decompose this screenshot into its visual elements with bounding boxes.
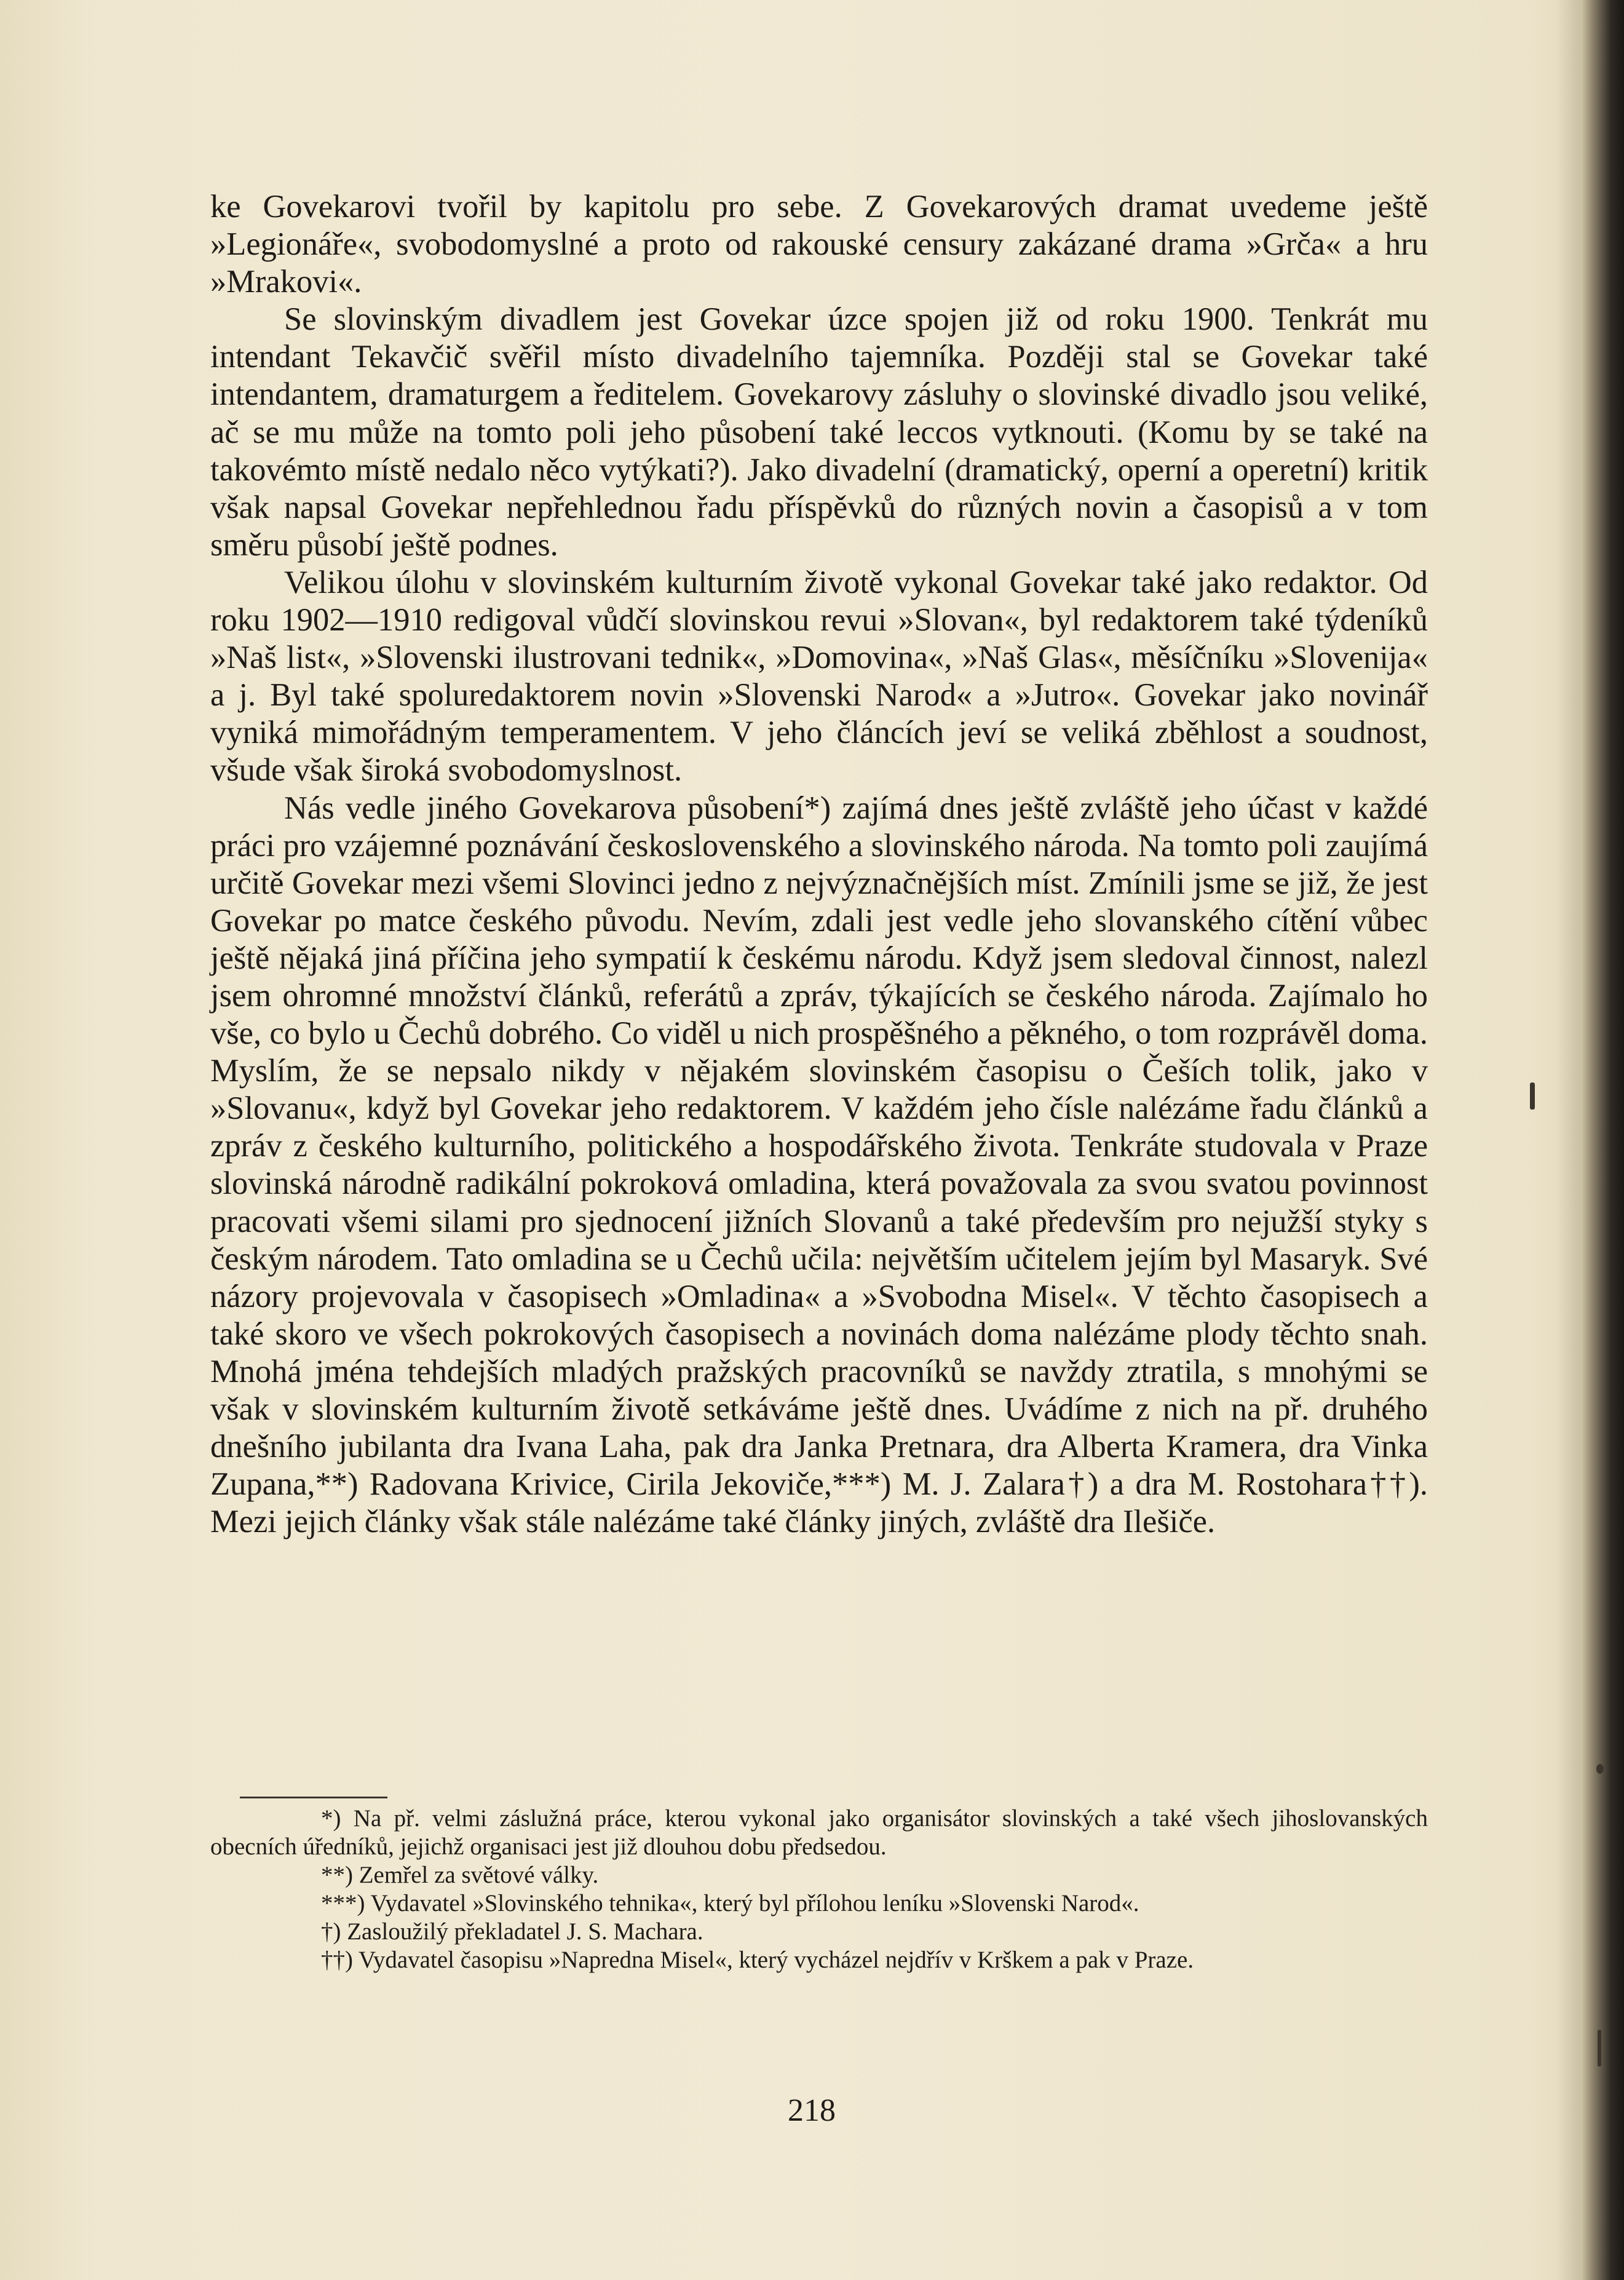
paragraph: ke Govekarovi tvořil by kapitolu pro sebe. Z Govekarových dramat uvedeme ještě »Legionáře«, svobodomyslné a proto od rakouské censury zakázané drama »Grča« a hru »Mrakovi«. [210, 189, 1428, 300]
book-spine [1581, 0, 1624, 2280]
main-text [210, 188, 1428, 1541]
footnotes [210, 1805, 1428, 1974]
margin-speck [1596, 1764, 1604, 1774]
footnote: ***) Vydavatel »Slovinského tehnika«, který byl přílohou leníku »Slovenski Narod«. [321, 1890, 1139, 1917]
paragraph: Velikou úlohu v slovinském kulturním životě vykonal Govekar také jako redaktor. Od roku 1902—1910 redigoval vůdčí slovinskou revui »Slovan«, byl redaktorem také týdeníků »Naš list«, »Slovenski ilustrovani tednik«, »Domovina«, »Naš Glas«, měsíčníku »Slovenija« a j. Byl také spoluredaktorem novin »Slovenski Narod« a »Jutro«. Govekar jako novinář vyniká mimořádným temperamentem. V jeho článcích jeví se veliká zběhlost a soudnost, všude však široká svobodomyslnost. [210, 564, 1428, 788]
footnote: ††) Vydavatel časopisu »Napredna Misel«, který vycházel nejdřív v Krškem a pak v Praze. [321, 1947, 1194, 1973]
paragraph: Nás vedle jiného Govekarova působení*) zajímá dnes ještě zvláště jeho účast v každé práci pro vzájemné poznávání československého a slovinského národa. Na tomto poli zaujímá určitě Govekar mezi všemi Slovinci jedno z nejvýznačnějších míst. Zmínili jsme se již, že jest Govekar po matce českého původu. Nevím, zdali jest vedle jeho slovanského cítění vůbec ještě nějaká jiná příčina jeho sympatií k českému národu. Když jsem sledoval činnost, nalezl jsem ohromné množství článků, referátů a zpráv, týkajících se českého národa. Zajímalo ho vše, co bylo u Čechů dobrého. Co viděl u nich prospěšného a pěkného, o tom rozprávěl doma. Myslím, že se nepsalo nikdy v nějakém slovinském časopisu o Češích tolik, jako v »Slovanu«, když byl Govekar jeho redaktorem. V každém jeho čísle nalézáme řadu článků a zpráv z českého kulturního, politického a hospodářského života. Tenkráte studovala v Praze slovinská národně radikální pokroková omladina, která považovala za svou svatou povinnost pracovati všemi silami pro sjednocení jižních Slovanů a také především pro nejužší styky s českým národem. Tato omladina se u Čechů učila: největším učitelem jejím byl Masaryk. Své názory projevovala v časopisech »Omladina« a »Svobodna Misel«. V těchto časopisech a také skoro ve všech pokrokových časopisech a novinách doma nalézáme plody těchto snah. Mnohá jména tehdejších mladých pražských pracovníků se navždy ztratila, s mnohými se však v slovinském kulturním životě setkáváme ještě dnes. Uvádíme z nich na př. druhého dnešního jubilanta dra Ivana Laha, pak dra Janka Pretnara, dra Alberta Kramera, dra Vinka Zupana,**) Radovana Krivice, Cirila Jekoviče,***) M. J. Zalara†) a dra M. Rostohara††). Mezi jejich články však stále nalézáme také články jiných, zvláště dra Ilešiče. [210, 790, 1428, 1540]
page-edge-shadow [1556, 0, 1581, 2280]
footnote: **) Zemřel za světové války. [321, 1862, 599, 1888]
footnote: †) Zasloužilý překladatel J. S. Machara. [321, 1918, 703, 1945]
page-number: 218 [788, 2093, 836, 2128]
footnote-divider [240, 1797, 387, 1798]
footnote: *) Na př. velmi záslužná práce, kterou vykonal jako organisátor slovinských a také všech jihoslovanských obecních úředníků, jejichž organisaci jest již dlouhou dobu předsedou. [210, 1805, 1428, 1860]
margin-speck [1598, 2030, 1601, 2067]
margin-speck [1530, 1082, 1535, 1110]
paragraph: Se slovinským divadlem jest Govekar úzce spojen již od roku 1900. Tenkrát mu intendant Tekavčič svěřil místo divadelního tajemníka. Později stal se Govekar také intendantem, dramaturgem a ředitelem. Govekarovy zásluhy o slovinské divadlo jsou veliké, ač se mu může na tomto poli jeho působení také leccos vytknouti. (Komu by se také na takovémto místě nedalo něco vytýkati?). Jako divadelní (dramatický, operní a operetní) kritik však napsal Govekar nepřehlednou řadu příspěvků do různých novin a časopisů a v tom směru působí ještě podnes. [210, 301, 1428, 563]
